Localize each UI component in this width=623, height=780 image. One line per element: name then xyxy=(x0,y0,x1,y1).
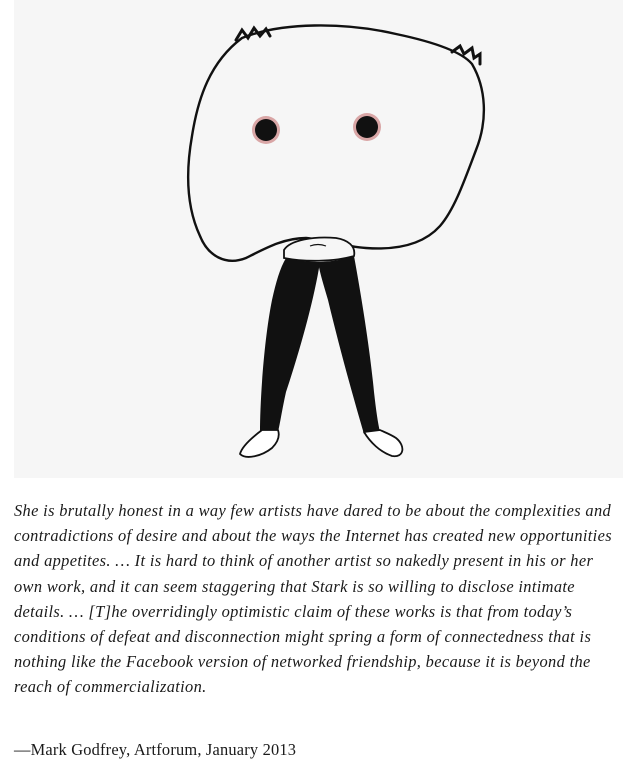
right-eye xyxy=(356,116,378,138)
artwork-image xyxy=(14,0,623,478)
hair-tuft-right xyxy=(452,46,480,64)
right-foot xyxy=(364,430,402,456)
torso xyxy=(284,238,354,261)
blob-figure-drawing xyxy=(14,0,623,478)
left-foot xyxy=(240,430,279,457)
left-leg xyxy=(260,258,320,432)
right-leg xyxy=(318,256,380,434)
blob-head-outline xyxy=(188,25,484,260)
pull-quote: She is brutally honest in a way few artists have dared to be about the complexities and contradictions of desire and about the ways the Internet has created new opportunities and appetites. … It is hard to think of another artist so nakedly present in his or her own work, and it can seem staggering that Stark is so willing to disclose intimate details. … [T]he overridingly optimistic claim of these works is that from today’s conditions of defeat and disconnection might spring a form of connectedness that is nothing like the Facebook version of networked friendship, because it is beyond the reach of commercialization. xyxy=(14,501,612,697)
quote-attribution: —Mark Godfrey, Artforum, January 2013 xyxy=(14,740,297,759)
left-eye xyxy=(255,119,277,141)
